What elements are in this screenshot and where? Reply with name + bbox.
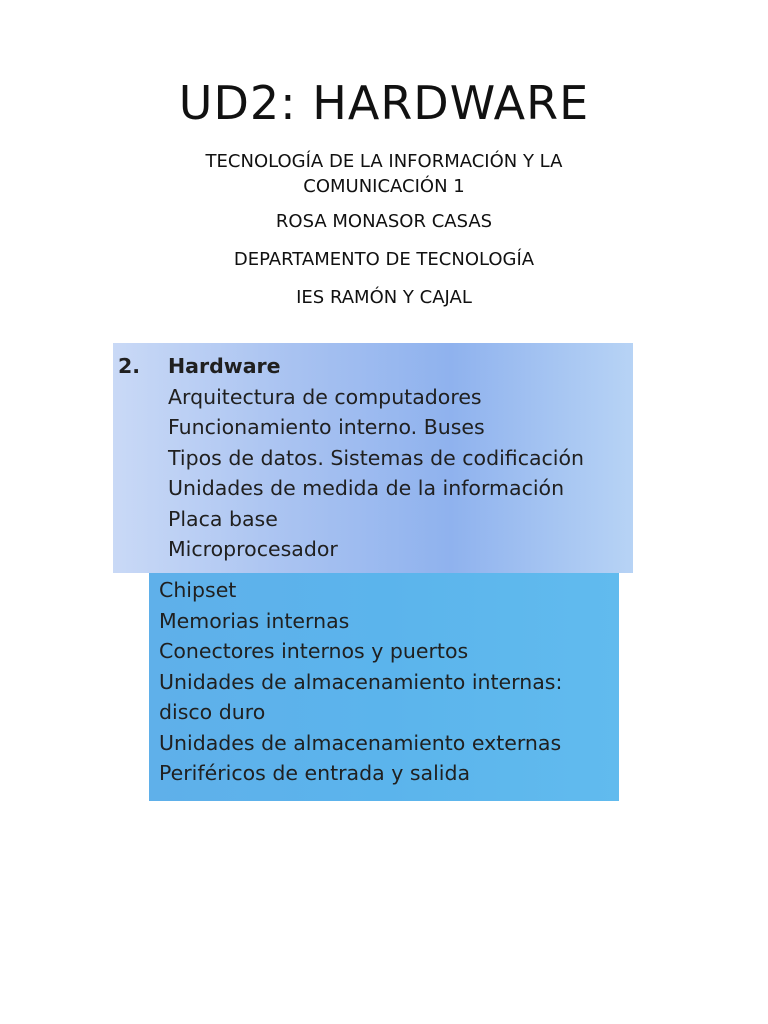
list-item: Tipos de datos. Sistemas de codificación xyxy=(168,445,585,470)
list-item: disco duro xyxy=(159,700,266,724)
list-item: Funcionamiento interno. Buses xyxy=(168,415,485,439)
list-item: Conectores internos y puertos xyxy=(159,639,469,663)
document-title: UD2: HARDWARE xyxy=(178,76,590,130)
list-item: Microprocesador xyxy=(168,537,338,561)
list-item: Memorias internas xyxy=(159,608,350,633)
list-item: Chipset xyxy=(159,578,237,602)
section-number: 2. xyxy=(118,354,141,378)
section-heading xyxy=(118,351,281,382)
school-name: IES RAMÓN Y CAJAL xyxy=(296,287,472,308)
section-title: Hardware xyxy=(168,354,281,378)
list-item: Unidades de medida de la información xyxy=(168,476,565,500)
list-item: Arquitectura de computadores xyxy=(168,384,482,409)
department-name: DEPARTAMENTO DE TECNOLOGÍA xyxy=(233,249,535,270)
list-item: Unidades de almacenamiento externas xyxy=(159,730,562,755)
subject-line-1: TECNOLOGÍA DE LA INFORMACIÓN Y LA xyxy=(205,151,563,172)
subject-line-2: COMUNICACIÓN 1 xyxy=(303,176,465,197)
contents-list-top xyxy=(168,382,584,565)
list-item: Periféricos de entrada y salida xyxy=(159,761,471,785)
contents-image-top xyxy=(113,343,633,573)
list-item: Placa base xyxy=(168,506,278,531)
contents-list-bottom xyxy=(159,575,562,789)
author-name: ROSA MONASOR CASAS xyxy=(275,211,493,232)
contents-image-bottom xyxy=(149,573,619,801)
list-item: Unidades de almacenamiento internas: xyxy=(159,669,563,694)
